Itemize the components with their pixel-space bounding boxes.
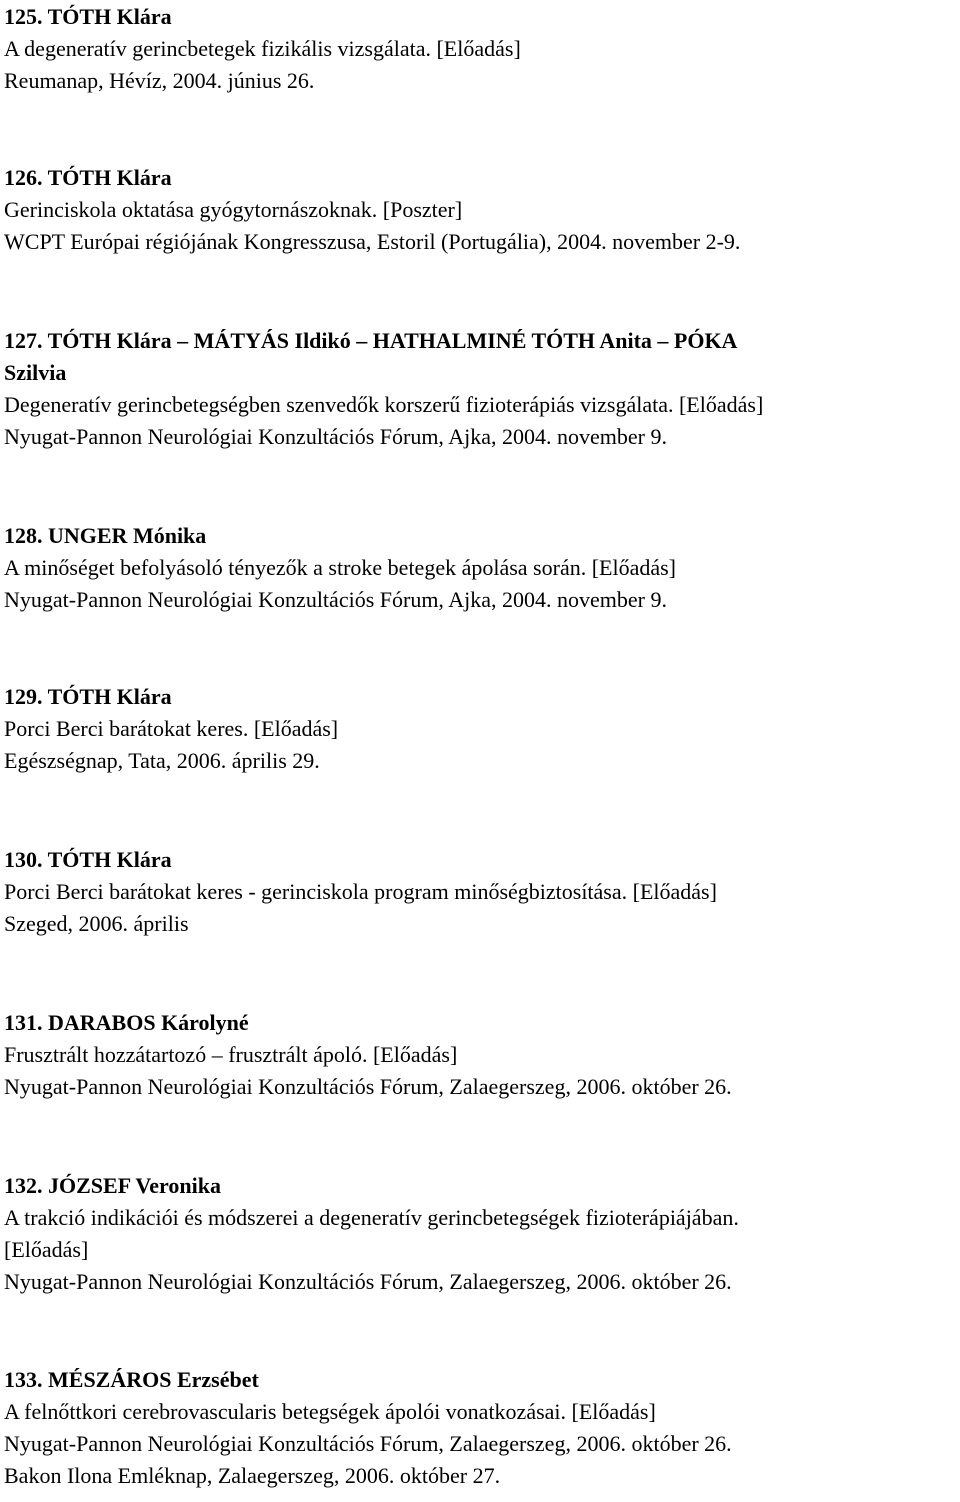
entry-venue: Reumanap, Hévíz, 2004. június 26. [4,68,315,93]
entry-heading [4,520,956,552]
entry-number: 128. [4,523,43,548]
entry-authors: JÓZSEF Veronika [48,1173,222,1198]
entry-heading [4,681,956,713]
entry-number: 129. [4,684,43,709]
entry-title: A trakció indikációi és módszerei a degeneratív gerincbetegségek fizioterápiájában. [4,1205,739,1230]
entry-number: 125. [4,4,43,29]
entry-title: Degeneratív gerincbetegségben szenvedők korszerű fizioterápiás vizsgálata. [Előadás] [4,392,764,417]
entry-title: Gerinciskola oktatása gyógytornászoknak. [Poszter] [4,197,463,222]
entry-heading [4,162,956,194]
entry-venue: Nyugat-Pannon Neurológiai Konzultációs Fórum, Zalaegerszeg, 2006. október 26. [4,1431,732,1456]
entry-number: 133. [4,1367,43,1392]
entry-title: A minőséget befolyásoló tényezők a stroke betegek ápolása során. [Előadás] [4,555,676,580]
entry-venue: Nyugat-Pannon Neurológiai Konzultációs Fórum, Zalaegerszeg, 2006. október 26. [4,1269,732,1294]
entry-title: A felnőttkori cerebrovascularis betegségek ápolói vonatkozásai. [Előadás] [4,1399,656,1424]
entry-authors: TÓTH Klára [47,165,172,190]
entry-authors: TÓTH Klára – MÁTYÁS Ildikó – HATHALMINÉ TÓTH Anita – PÓKA [47,328,738,353]
entry-number: 132. [4,1173,43,1198]
entry-131 [4,1007,956,1103]
entry-authors-continued: Szilvia [4,360,67,385]
entry-number: 127. [4,328,43,353]
entry-authors: MÉSZÁROS Erzsébet [48,1367,259,1392]
entry-authors: UNGER Mónika [48,523,207,548]
entry-125 [4,1,956,97]
entry-133 [4,1364,956,1492]
entry-venue-secondary: Bakon Ilona Emléknap, Zalaegerszeg, 2006. október 27. [4,1463,501,1488]
entry-heading [4,1170,956,1202]
entry-number: 131. [4,1010,43,1035]
entry-130 [4,844,956,940]
entry-venue: Egészségnap, Tata, 2006. április 29. [4,748,320,773]
entry-129 [4,681,956,777]
entry-title: A degeneratív gerincbetegek fizikális vizsgálata. [Előadás] [4,36,521,61]
entry-type: [Előadás] [4,1237,89,1262]
entry-heading [4,1364,956,1396]
entry-venue: Szeged, 2006. április [4,911,189,936]
entry-venue: Nyugat-Pannon Neurológiai Konzultációs Fórum, Ajka, 2004. november 9. [4,587,667,612]
entry-number: 130. [4,847,43,872]
entry-authors: TÓTH Klára [47,847,172,872]
entry-132 [4,1170,956,1298]
entry-authors: TÓTH Klára [47,684,172,709]
entry-venue: Nyugat-Pannon Neurológiai Konzultációs Fórum, Zalaegerszeg, 2006. október 26. [4,1074,732,1099]
entry-126 [4,162,956,258]
entry-title: Frusztrált hozzátartozó – frusztrált ápoló. [Előadás] [4,1042,458,1067]
entry-heading [4,844,956,876]
entry-venue: WCPT Európai régiójának Kongresszusa, Estoril (Portugália), 2004. november 2-9. [4,229,741,254]
entry-heading [4,1007,956,1039]
entry-heading [4,325,956,357]
entry-authors: TÓTH Klára [47,4,172,29]
entry-128 [4,520,956,616]
entry-venue: Nyugat-Pannon Neurológiai Konzultációs Fórum, Ajka, 2004. november 9. [4,424,667,449]
entry-title: Porci Berci barátokat keres - gerinciskola program minőségbiztosítása. [Előadás] [4,879,717,904]
entry-heading [4,1,956,33]
entry-title: Porci Berci barátokat keres. [Előadás] [4,716,339,741]
entry-authors: DARABOS Károlyné [48,1010,249,1035]
entry-127 [4,325,956,453]
entry-number: 126. [4,165,43,190]
